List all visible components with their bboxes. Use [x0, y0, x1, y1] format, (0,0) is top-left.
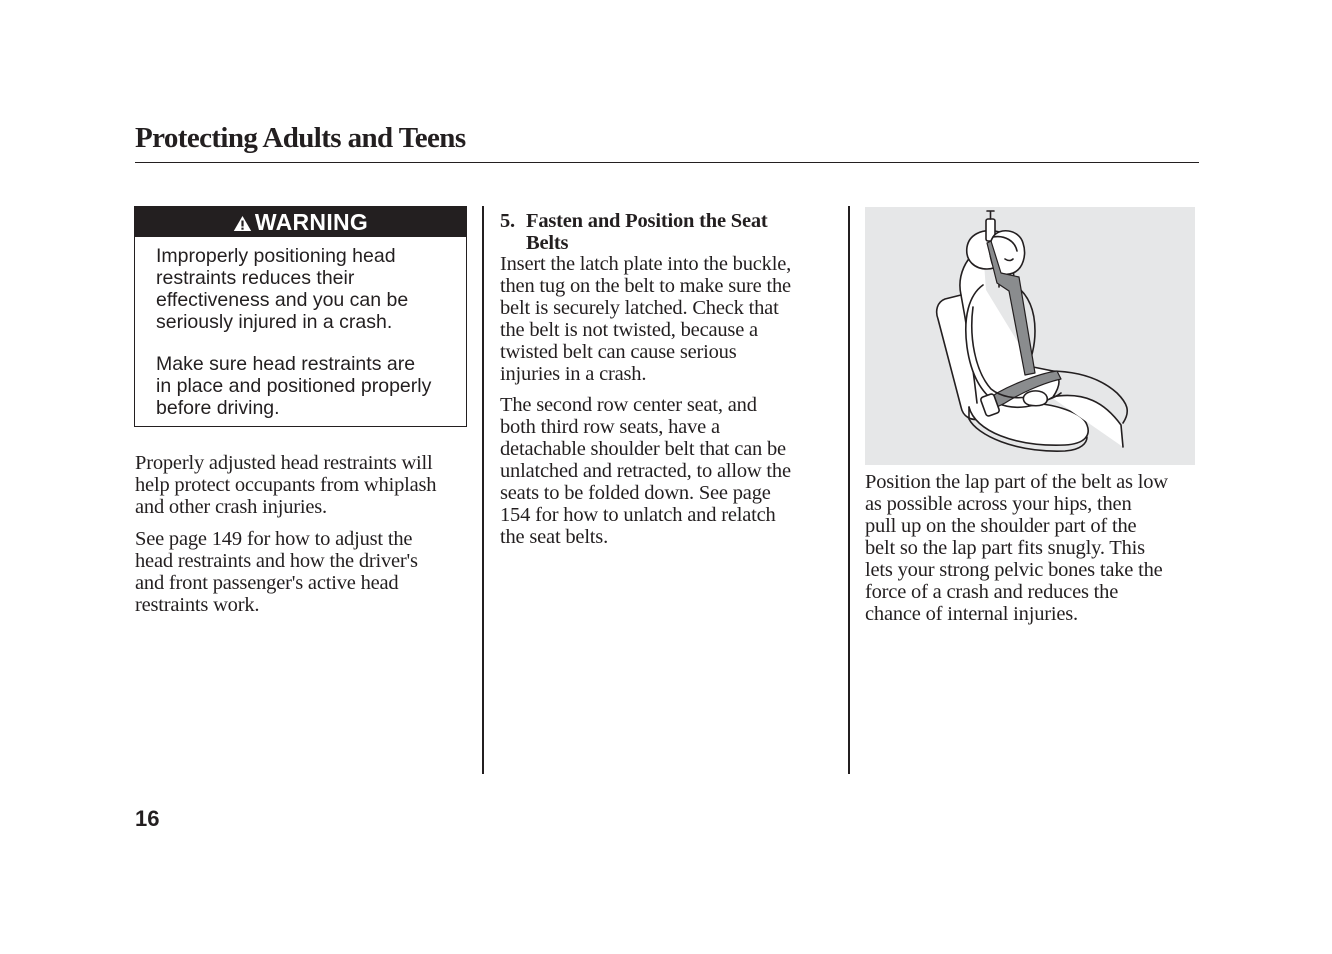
- text-line: restraints reduces their: [156, 267, 355, 289]
- text-line: unlatched and retracted, to allow the: [500, 460, 791, 482]
- warning-label: WARNING: [254, 209, 369, 235]
- text-line: pull up on the shoulder part of the: [865, 515, 1137, 537]
- left-paragraph-1: [135, 452, 475, 518]
- seat-belt-illustration: [865, 207, 1195, 465]
- warning-paragraph-2: [156, 353, 456, 419]
- column-divider-1: [482, 206, 484, 774]
- step-heading: [500, 210, 830, 254]
- text-line: injuries in a crash.: [500, 363, 647, 385]
- left-paragraph-2: [135, 528, 475, 616]
- text-line: belt so the lap part fits snugly. This: [865, 537, 1145, 559]
- text-line: 154 for how to unlatch and relatch: [500, 504, 776, 526]
- text-line: in place and positioned properly: [156, 375, 432, 397]
- text-line: restraints work.: [135, 594, 260, 616]
- text-line: head restraints and how the driver's: [135, 550, 418, 572]
- text-line: detachable shoulder belt that can be: [500, 438, 786, 460]
- step-title-line-2: Belts: [526, 232, 569, 254]
- warning-paragraph-1: [156, 245, 456, 333]
- text-line: help protect occupants from whiplash: [135, 474, 437, 496]
- text-line: seats to be folded down. See page: [500, 482, 771, 504]
- text-line: lets your strong pelvic bones take the: [865, 559, 1163, 581]
- text-line: before driving.: [156, 397, 280, 419]
- text-line: Properly adjusted head restraints will: [135, 452, 433, 474]
- warning-triangle-icon: [233, 209, 252, 240]
- text-line: seriously injured in a crash.: [156, 311, 393, 333]
- text-line: both third row seats, have a: [500, 416, 720, 438]
- text-line: The second row center seat, and: [500, 394, 757, 416]
- warning-header: [135, 207, 466, 237]
- middle-paragraph-2: [500, 394, 845, 548]
- step-number: 5.: [500, 210, 515, 232]
- text-line: the seat belts.: [500, 526, 609, 548]
- middle-paragraph-1: [500, 253, 845, 385]
- column-divider-2: [848, 206, 850, 774]
- text-line: twisted belt can cause serious: [500, 341, 737, 363]
- text-line: as possible across your hips, then: [865, 493, 1132, 515]
- page-title: Protecting Adults and Teens: [135, 122, 466, 154]
- text-line: chance of internal injuries.: [865, 603, 1078, 625]
- text-line: See page 149 for how to adjust the: [135, 528, 413, 550]
- warning-box: [134, 206, 467, 427]
- text-line: Position the lap part of the belt as low: [865, 471, 1168, 493]
- step-title-line-1: Fasten and Position the Seat: [526, 210, 768, 232]
- text-line: force of a crash and reduces the: [865, 581, 1119, 603]
- title-divider: [135, 162, 1199, 163]
- text-line: and front passenger's active head: [135, 572, 399, 594]
- text-line: and other crash injuries.: [135, 496, 327, 518]
- right-paragraph: [865, 471, 1210, 625]
- text-line: Make sure head restraints are: [156, 353, 416, 375]
- text-line: belt is securely latched. Check that: [500, 297, 779, 319]
- page-number: 16: [135, 806, 160, 831]
- text-line: Improperly positioning head: [156, 245, 396, 267]
- text-line: Insert the latch plate into the buckle,: [500, 253, 792, 275]
- text-line: effectiveness and you can be: [156, 289, 409, 311]
- text-line: then tug on the belt to make sure the: [500, 275, 791, 297]
- text-line: the belt is not twisted, because a: [500, 319, 758, 341]
